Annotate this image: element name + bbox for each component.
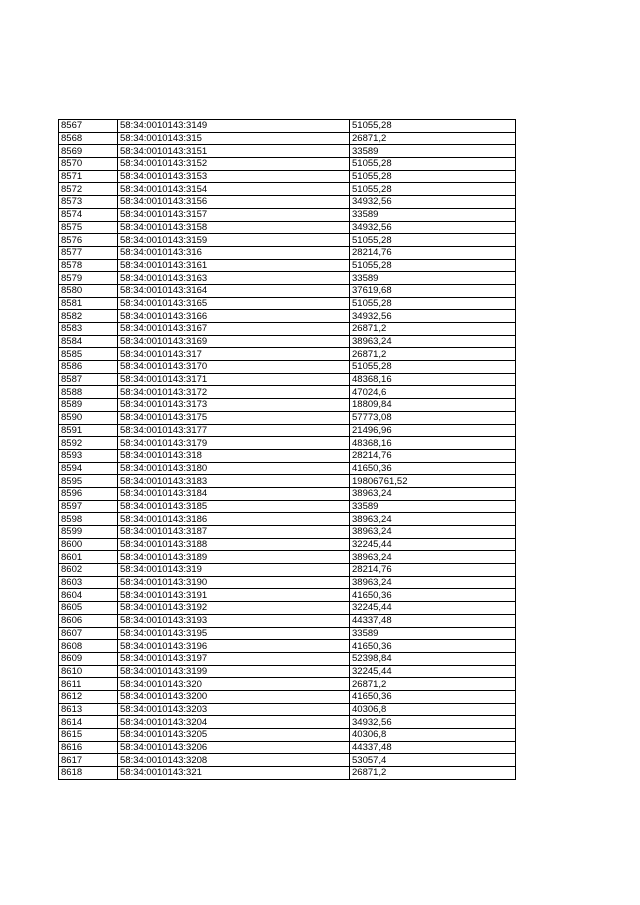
row-number-cell: 8584 <box>59 335 118 348</box>
cadastral-number-cell: 58:34:0010143:3185 <box>118 500 350 513</box>
value-cell: 19806761,52 <box>350 475 516 488</box>
value-cell: 52398,84 <box>350 652 516 665</box>
cadastral-number-cell: 58:34:0010143:3175 <box>118 411 350 424</box>
cadastral-number-cell: 58:34:0010143:3165 <box>118 297 350 310</box>
cadastral-number-cell: 58:34:0010143:3179 <box>118 437 350 450</box>
value-cell: 38963,24 <box>350 487 516 500</box>
cadastral-number-cell: 58:34:0010143:321 <box>118 767 350 780</box>
value-cell: 44337,48 <box>350 614 516 627</box>
table-row <box>59 158 516 171</box>
cadastral-number-cell: 58:34:0010143:3152 <box>118 158 350 171</box>
row-number-cell: 8587 <box>59 373 118 386</box>
cadastral-number-cell: 58:34:0010143:3186 <box>118 513 350 526</box>
cadastral-number-cell: 58:34:0010143:3157 <box>118 208 350 221</box>
value-cell: 41650,36 <box>350 640 516 653</box>
value-cell: 18809,84 <box>350 399 516 412</box>
cadastral-number-cell: 58:34:0010143:3171 <box>118 373 350 386</box>
row-number-cell: 8588 <box>59 386 118 399</box>
row-number-cell: 8576 <box>59 234 118 247</box>
value-cell: 34932,56 <box>350 716 516 729</box>
value-cell: 41650,36 <box>350 589 516 602</box>
table-row <box>59 424 516 437</box>
table-row <box>59 703 516 716</box>
cadastral-number-cell: 58:34:0010143:3195 <box>118 627 350 640</box>
cadastral-number-cell: 58:34:0010143:3173 <box>118 399 350 412</box>
cadastral-number-cell: 58:34:0010143:3151 <box>118 145 350 158</box>
table-row <box>59 120 516 133</box>
row-number-cell: 8592 <box>59 437 118 450</box>
cadastral-number-cell: 58:34:0010143:3200 <box>118 690 350 703</box>
row-number-cell: 8606 <box>59 614 118 627</box>
table-row <box>59 462 516 475</box>
value-cell: 51055,28 <box>350 297 516 310</box>
row-number-cell: 8597 <box>59 500 118 513</box>
cadastral-number-cell: 58:34:0010143:319 <box>118 564 350 577</box>
row-number-cell: 8586 <box>59 361 118 374</box>
row-number-cell: 8614 <box>59 716 118 729</box>
row-number-cell: 8571 <box>59 170 118 183</box>
table-row <box>59 690 516 703</box>
row-number-cell: 8581 <box>59 297 118 310</box>
row-number-cell: 8577 <box>59 246 118 259</box>
cadastral-number-cell: 58:34:0010143:3170 <box>118 361 350 374</box>
row-number-cell: 8596 <box>59 487 118 500</box>
cadastral-number-cell: 58:34:0010143:3163 <box>118 272 350 285</box>
cadastral-number-cell: 58:34:0010143:320 <box>118 678 350 691</box>
table-row <box>59 767 516 780</box>
value-cell: 38963,24 <box>350 576 516 589</box>
table-row <box>59 513 516 526</box>
value-cell: 28214,76 <box>350 564 516 577</box>
row-number-cell: 8618 <box>59 767 118 780</box>
table-row <box>59 551 516 564</box>
value-cell: 32245,44 <box>350 538 516 551</box>
table-row <box>59 234 516 247</box>
value-cell: 51055,28 <box>350 234 516 247</box>
row-number-cell: 8610 <box>59 665 118 678</box>
value-cell: 53057,4 <box>350 754 516 767</box>
cadastral-number-cell: 58:34:0010143:3208 <box>118 754 350 767</box>
table-row <box>59 183 516 196</box>
row-number-cell: 8598 <box>59 513 118 526</box>
row-number-cell: 8594 <box>59 462 118 475</box>
row-number-cell: 8568 <box>59 132 118 145</box>
table-row <box>59 310 516 323</box>
cadastral-number-cell: 58:34:0010143:3197 <box>118 652 350 665</box>
cadastral-number-cell: 58:34:0010143:315 <box>118 132 350 145</box>
table-row <box>59 526 516 539</box>
table-row <box>59 614 516 627</box>
cadastral-number-cell: 58:34:0010143:3164 <box>118 284 350 297</box>
row-number-cell: 8599 <box>59 526 118 539</box>
row-number-cell: 8616 <box>59 741 118 754</box>
value-cell: 38963,24 <box>350 335 516 348</box>
row-number-cell: 8567 <box>59 120 118 133</box>
cadastral-number-cell: 58:34:0010143:3169 <box>118 335 350 348</box>
table-row <box>59 284 516 297</box>
row-number-cell: 8615 <box>59 729 118 742</box>
table-row <box>59 449 516 462</box>
cadastral-number-cell: 58:34:0010143:3206 <box>118 741 350 754</box>
table-row <box>59 373 516 386</box>
cadastral-number-cell: 58:34:0010143:3161 <box>118 259 350 272</box>
cadastral-number-cell: 58:34:0010143:3196 <box>118 640 350 653</box>
table-row <box>59 348 516 361</box>
row-number-cell: 8578 <box>59 259 118 272</box>
cadastral-number-cell: 58:34:0010143:3156 <box>118 196 350 209</box>
table-row <box>59 411 516 424</box>
row-number-cell: 8573 <box>59 196 118 209</box>
cadastral-number-cell: 58:34:0010143:3193 <box>118 614 350 627</box>
value-cell: 40306,8 <box>350 703 516 716</box>
row-number-cell: 8617 <box>59 754 118 767</box>
value-cell: 34932,56 <box>350 310 516 323</box>
row-number-cell: 8582 <box>59 310 118 323</box>
table-row <box>59 729 516 742</box>
cadastral-number-cell: 58:34:0010143:3187 <box>118 526 350 539</box>
value-cell: 38963,24 <box>350 513 516 526</box>
value-cell: 28214,76 <box>350 246 516 259</box>
table-row <box>59 754 516 767</box>
table-row <box>59 246 516 259</box>
value-cell: 26871,2 <box>350 323 516 336</box>
cadastral-number-cell: 58:34:0010143:3188 <box>118 538 350 551</box>
row-number-cell: 8591 <box>59 424 118 437</box>
row-number-cell: 8604 <box>59 589 118 602</box>
row-number-cell: 8605 <box>59 602 118 615</box>
value-cell: 26871,2 <box>350 132 516 145</box>
cadastral-number-cell: 58:34:0010143:3192 <box>118 602 350 615</box>
row-number-cell: 8585 <box>59 348 118 361</box>
table-row <box>59 259 516 272</box>
table-row <box>59 576 516 589</box>
value-cell: 34932,56 <box>350 221 516 234</box>
table-row <box>59 170 516 183</box>
value-cell: 32245,44 <box>350 665 516 678</box>
row-number-cell: 8580 <box>59 284 118 297</box>
row-number-cell: 8602 <box>59 564 118 577</box>
row-number-cell: 8590 <box>59 411 118 424</box>
table-row <box>59 589 516 602</box>
cadastral-number-cell: 58:34:0010143:3180 <box>118 462 350 475</box>
cadastral-number-cell: 58:34:0010143:3167 <box>118 323 350 336</box>
value-cell: 33589 <box>350 627 516 640</box>
value-cell: 26871,2 <box>350 678 516 691</box>
value-cell: 33589 <box>350 208 516 221</box>
value-cell: 44337,48 <box>350 741 516 754</box>
value-cell: 40306,8 <box>350 729 516 742</box>
table-row <box>59 297 516 310</box>
cadastral-number-cell: 58:34:0010143:3184 <box>118 487 350 500</box>
cadastral-number-cell: 58:34:0010143:3158 <box>118 221 350 234</box>
table-body <box>59 120 516 780</box>
table-row <box>59 678 516 691</box>
row-number-cell: 8607 <box>59 627 118 640</box>
value-cell: 28214,76 <box>350 449 516 462</box>
cadastral-number-cell: 58:34:0010143:3189 <box>118 551 350 564</box>
value-cell: 51055,28 <box>350 170 516 183</box>
table-row <box>59 475 516 488</box>
table-row <box>59 665 516 678</box>
row-number-cell: 8601 <box>59 551 118 564</box>
value-cell: 51055,28 <box>350 158 516 171</box>
row-number-cell: 8608 <box>59 640 118 653</box>
value-cell: 33589 <box>350 272 516 285</box>
row-number-cell: 8593 <box>59 449 118 462</box>
table-row <box>59 208 516 221</box>
cadastral-number-cell: 58:34:0010143:3153 <box>118 170 350 183</box>
table-row <box>59 221 516 234</box>
value-cell: 32245,44 <box>350 602 516 615</box>
row-number-cell: 8609 <box>59 652 118 665</box>
value-cell: 51055,28 <box>350 259 516 272</box>
value-cell: 51055,28 <box>350 120 516 133</box>
row-number-cell: 8589 <box>59 399 118 412</box>
value-cell: 38963,24 <box>350 526 516 539</box>
table-row <box>59 487 516 500</box>
table-row <box>59 640 516 653</box>
table-row <box>59 196 516 209</box>
row-number-cell: 8613 <box>59 703 118 716</box>
cadastral-number-cell: 58:34:0010143:3159 <box>118 234 350 247</box>
row-number-cell: 8569 <box>59 145 118 158</box>
row-number-cell: 8603 <box>59 576 118 589</box>
row-number-cell: 8574 <box>59 208 118 221</box>
row-number-cell: 8583 <box>59 323 118 336</box>
value-cell: 21496,96 <box>350 424 516 437</box>
table-row <box>59 323 516 336</box>
row-number-cell: 8612 <box>59 690 118 703</box>
value-cell: 34932,56 <box>350 196 516 209</box>
value-cell: 47024,6 <box>350 386 516 399</box>
table-row <box>59 145 516 158</box>
table-row <box>59 627 516 640</box>
cadastral-number-cell: 58:34:0010143:3154 <box>118 183 350 196</box>
table-row <box>59 538 516 551</box>
table-row <box>59 272 516 285</box>
table-row <box>59 386 516 399</box>
table-row <box>59 361 516 374</box>
table-row <box>59 564 516 577</box>
row-number-cell: 8575 <box>59 221 118 234</box>
row-number-cell: 8572 <box>59 183 118 196</box>
row-number-cell: 8579 <box>59 272 118 285</box>
value-cell: 33589 <box>350 500 516 513</box>
value-cell: 26871,2 <box>350 767 516 780</box>
value-cell: 51055,28 <box>350 361 516 374</box>
table-row <box>59 399 516 412</box>
row-number-cell: 8611 <box>59 678 118 691</box>
cadastral-number-cell: 58:34:0010143:3190 <box>118 576 350 589</box>
row-number-cell: 8595 <box>59 475 118 488</box>
row-number-cell: 8570 <box>59 158 118 171</box>
value-cell: 26871,2 <box>350 348 516 361</box>
cadastral-number-cell: 58:34:0010143:3172 <box>118 386 350 399</box>
value-cell: 48368,16 <box>350 373 516 386</box>
table-row <box>59 132 516 145</box>
cadastral-number-cell: 58:34:0010143:3199 <box>118 665 350 678</box>
value-cell: 57773,08 <box>350 411 516 424</box>
cadastral-number-cell: 58:34:0010143:3177 <box>118 424 350 437</box>
value-cell: 41650,36 <box>350 690 516 703</box>
table-row <box>59 500 516 513</box>
cadastral-value-table <box>58 119 516 780</box>
table-row <box>59 335 516 348</box>
cadastral-number-cell: 58:34:0010143:3204 <box>118 716 350 729</box>
cadastral-number-cell: 58:34:0010143:3203 <box>118 703 350 716</box>
cadastral-number-cell: 58:34:0010143:3183 <box>118 475 350 488</box>
table-row <box>59 741 516 754</box>
value-cell: 41650,36 <box>350 462 516 475</box>
cadastral-number-cell: 58:34:0010143:3205 <box>118 729 350 742</box>
table-row <box>59 716 516 729</box>
value-cell: 48368,16 <box>350 437 516 450</box>
table-row <box>59 602 516 615</box>
table-row <box>59 652 516 665</box>
table-row <box>59 437 516 450</box>
value-cell: 38963,24 <box>350 551 516 564</box>
value-cell: 33589 <box>350 145 516 158</box>
cadastral-number-cell: 58:34:0010143:316 <box>118 246 350 259</box>
cadastral-number-cell: 58:34:0010143:318 <box>118 449 350 462</box>
cadastral-number-cell: 58:34:0010143:317 <box>118 348 350 361</box>
cadastral-number-cell: 58:34:0010143:3166 <box>118 310 350 323</box>
cadastral-number-cell: 58:34:0010143:3191 <box>118 589 350 602</box>
row-number-cell: 8600 <box>59 538 118 551</box>
value-cell: 37619,68 <box>350 284 516 297</box>
cadastral-number-cell: 58:34:0010143:3149 <box>118 120 350 133</box>
value-cell: 51055,28 <box>350 183 516 196</box>
